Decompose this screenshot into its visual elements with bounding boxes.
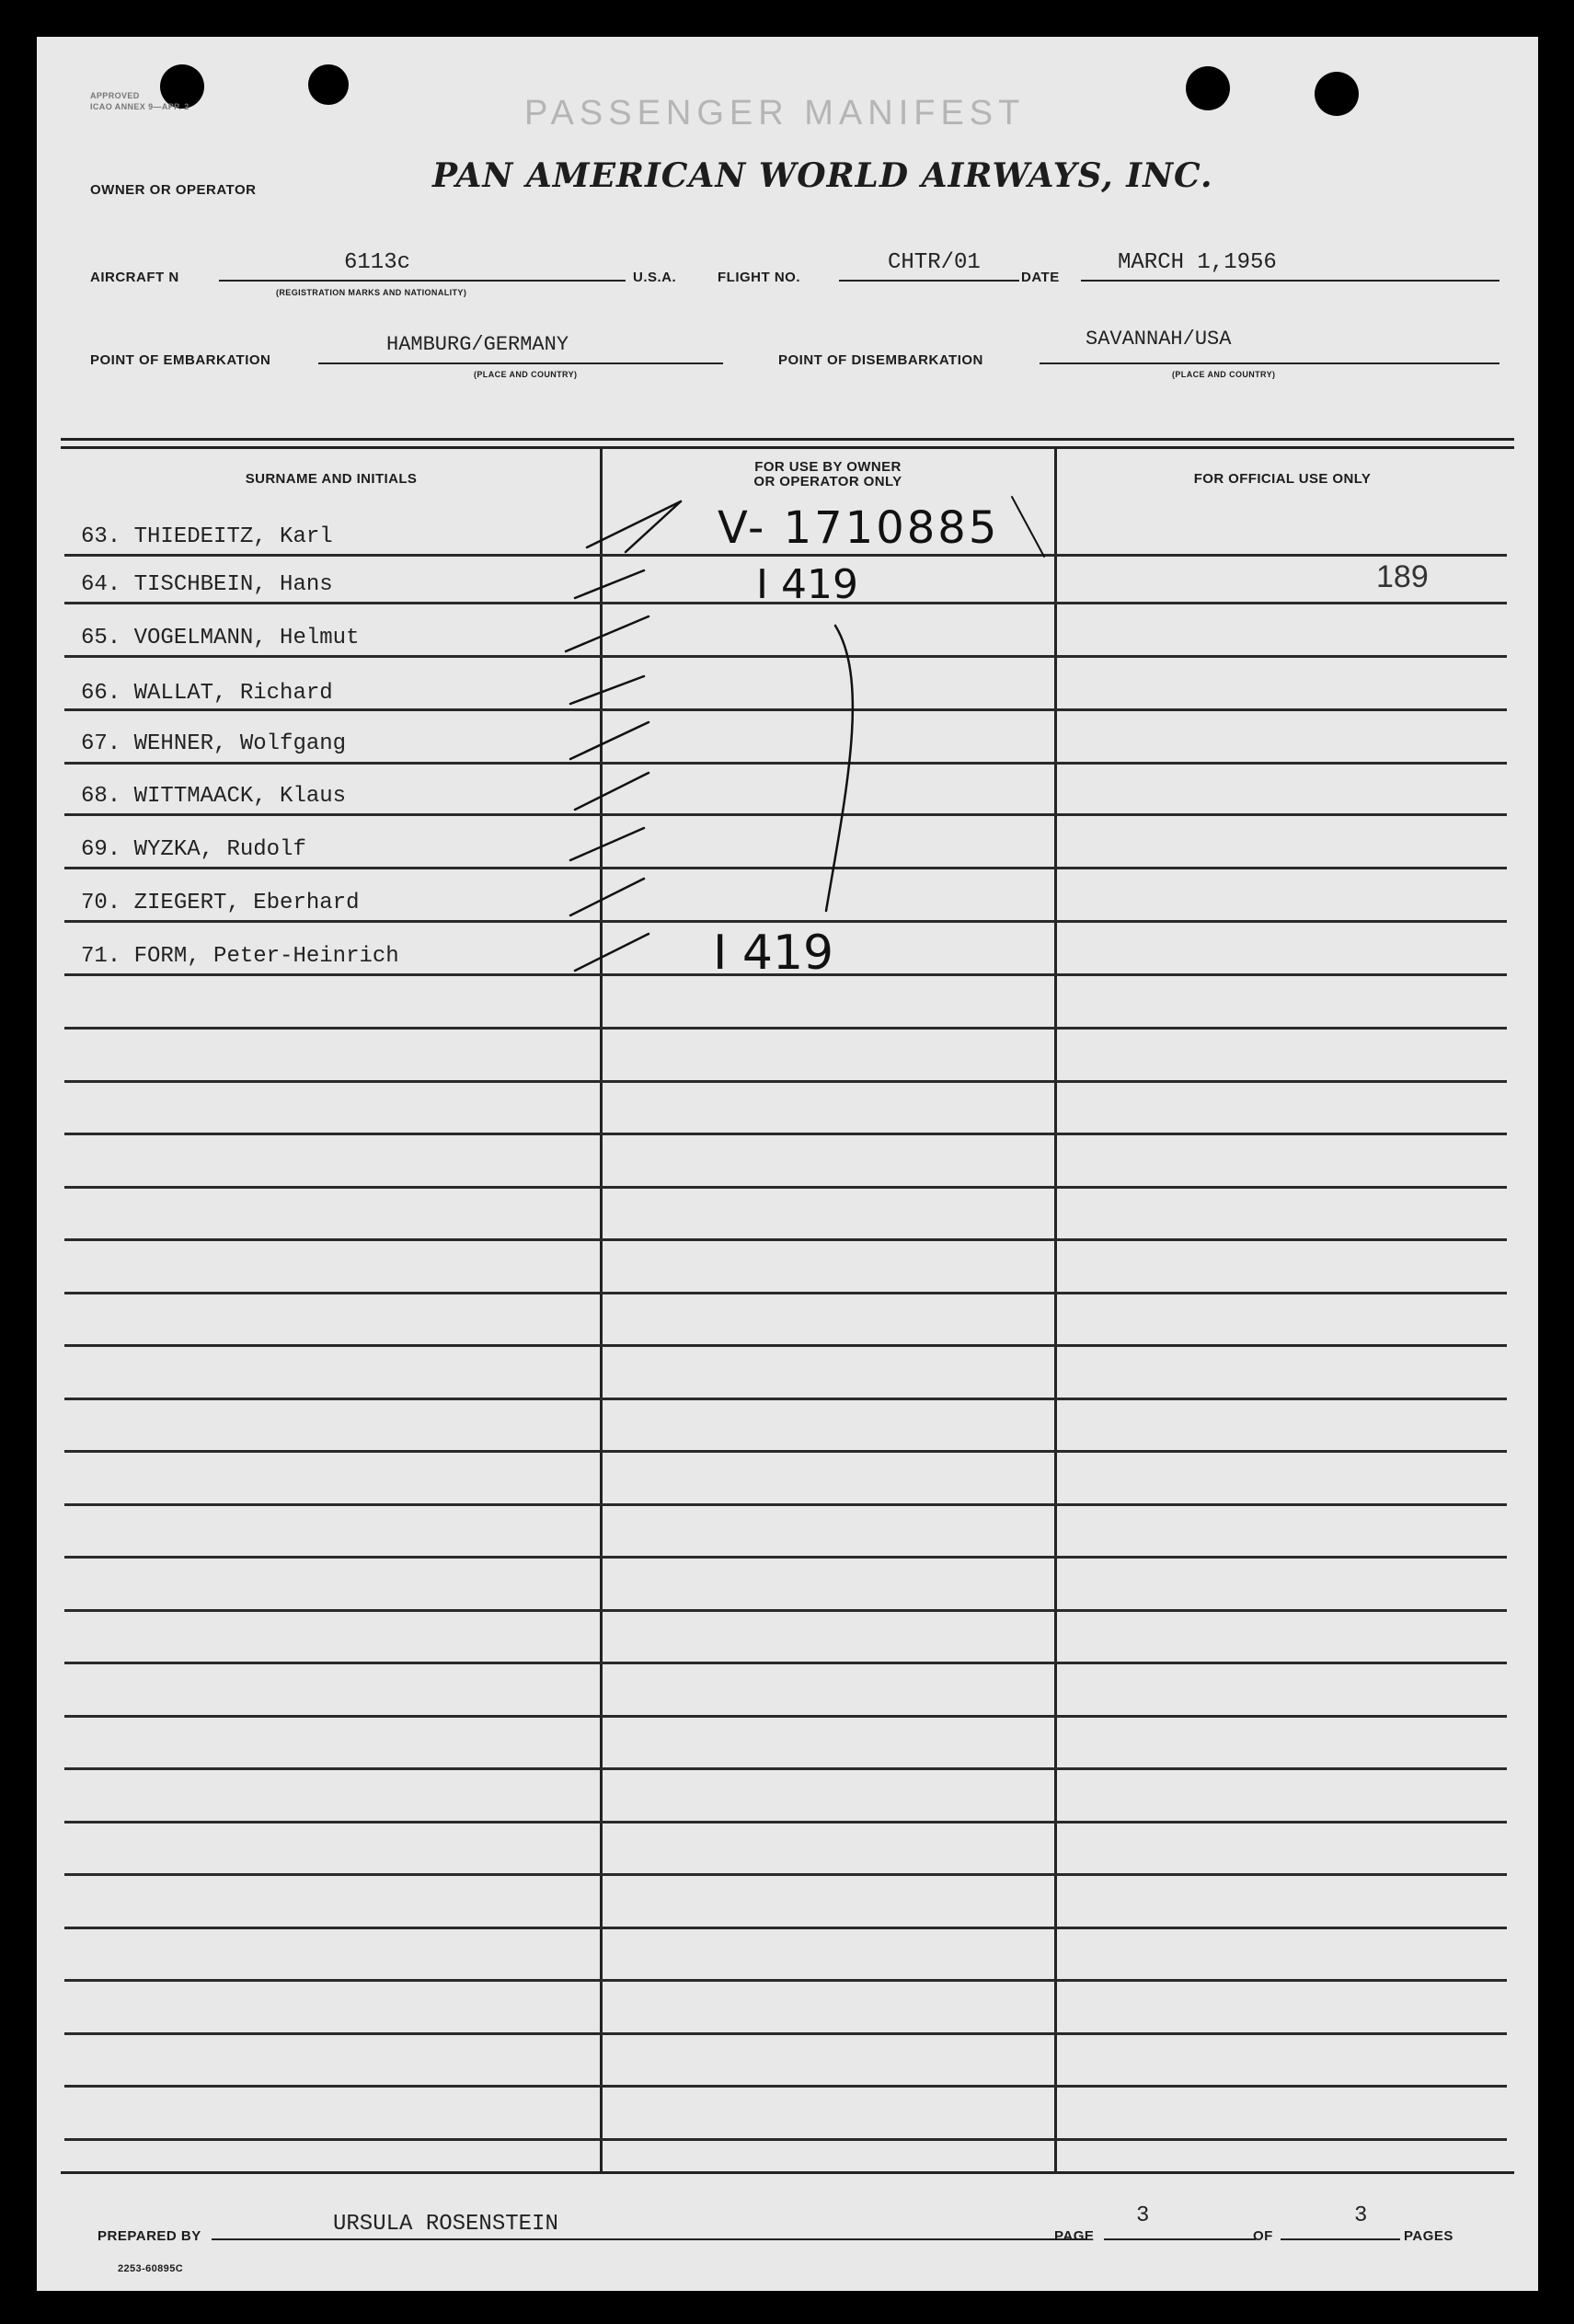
official-number: 189 [1376, 559, 1429, 594]
passenger-name: THIEDEITZ, Karl [133, 524, 333, 549]
row-rule [64, 1503, 1507, 1506]
page-value: 3 [1136, 2203, 1150, 2228]
row-rule [64, 1133, 1507, 1135]
row-rule [64, 1979, 1507, 1982]
passenger-name: WALLAT, Richard [133, 681, 333, 706]
company-name: PAN AMERICAN WORLD AIRWAYS, INC. [432, 156, 1213, 195]
approval-line: APPROVED [90, 91, 140, 100]
ditto-line [826, 626, 853, 911]
column-header-official: FOR OFFICIAL USE ONLY [1193, 471, 1372, 487]
prepared-value: URSULA ROSENSTEIN [333, 2212, 558, 2237]
embark-value: HAMBURG/GERMANY [386, 333, 569, 356]
disembark-note: (PLACE AND COUNTRY) [1172, 370, 1276, 379]
owner-label: OWNER OR OPERATOR [90, 182, 257, 198]
passenger-name: TISCHBEIN, Hans [133, 572, 333, 597]
row-rule [64, 2032, 1507, 2035]
prepared-label: PREPARED BY [98, 2228, 201, 2244]
embark-label: POINT OF EMBARKATION [90, 352, 271, 368]
tick-mark [570, 879, 644, 915]
row-rule [64, 1767, 1507, 1770]
column-header-owner-line: OR OPERATOR ONLY [753, 474, 902, 489]
passenger-row: 68. WITTMAACK, Klaus [81, 784, 347, 809]
row-rule [64, 1715, 1507, 1718]
passenger-row: 69. WYZKA, Rudolf [81, 837, 306, 862]
passenger-row: 64. TISCHBEIN, Hans [81, 572, 333, 597]
passenger-row: 66. WALLAT, Richard [81, 681, 333, 706]
passenger-row: 63. THIEDEITZ, Karl [81, 524, 333, 549]
passenger-name: WITTMAACK, Klaus [133, 784, 347, 809]
of-label: OF [1253, 2228, 1273, 2244]
passenger-name: FORM, Peter-Heinrich [133, 944, 399, 969]
passenger-name: WYZKA, Rudolf [133, 837, 306, 862]
row-rule [64, 1609, 1507, 1612]
row-rule [64, 1821, 1507, 1824]
form-number: 2253-60895C [118, 2263, 184, 2274]
row-rule [64, 1186, 1507, 1189]
disembark-label: POINT OF DISEMBARKATION [778, 352, 983, 368]
row-rule [64, 1450, 1507, 1453]
of-value: 3 [1354, 2203, 1368, 2228]
passenger-row: 71. FORM, Peter-Heinrich [81, 944, 399, 969]
flight-value: CHTR/01 [888, 250, 981, 275]
row-rule [64, 1080, 1507, 1083]
disembark-value: SAVANNAH/USA [1086, 328, 1232, 351]
handwritten-code-row64: I 419 [756, 561, 858, 608]
date-label: DATE [1021, 270, 1060, 285]
tick-mark [575, 934, 649, 971]
tick-mark [587, 501, 681, 547]
handwritten-visa-number: V- 1710885 [718, 502, 1000, 554]
date-value: MARCH 1,1956 [1118, 250, 1277, 275]
tick-mark [570, 722, 649, 759]
column-header-owner-line: FOR USE BY OWNER [754, 459, 902, 475]
passenger-row: 67. WEHNER, Wolfgang [81, 731, 347, 756]
manifest-sheet [37, 37, 1538, 2291]
passenger-row: 70. ZIEGERT, Eberhard [81, 891, 360, 915]
handwritten-code-row71: I 419 [713, 926, 834, 981]
row-rule [64, 1398, 1507, 1400]
approval-line: ICAO ANNEX 9—APP. 2 [90, 102, 190, 111]
tick-mark [566, 616, 649, 651]
row-rule [64, 1292, 1507, 1294]
tick-mark [570, 828, 644, 860]
passenger-row: 65. VOGELMANN, Helmut [81, 626, 360, 650]
form-title: PASSENGER MANIFEST [524, 94, 1026, 132]
embark-note: (PLACE AND COUNTRY) [474, 370, 578, 379]
flight-label: FLIGHT NO. [718, 270, 800, 285]
passenger-name: WEHNER, Wolfgang [133, 731, 347, 756]
page-label: PAGE [1054, 2228, 1095, 2244]
usa-label: U.S.A. [633, 270, 677, 285]
passenger-name: ZIEGERT, Eberhard [133, 891, 360, 915]
aircraft-value: 6113c [344, 250, 411, 275]
row-rule [64, 2138, 1507, 2141]
passenger-name: VOGELMANN, Helmut [133, 626, 360, 650]
tick-mark [570, 676, 644, 704]
row-rule [64, 1556, 1507, 1559]
row-rule [64, 1238, 1507, 1241]
tick-mark [575, 570, 644, 598]
pages-label: PAGES [1404, 2228, 1453, 2244]
tick-mark [626, 501, 681, 552]
registration-note: (REGISTRATION MARKS AND NATIONALITY) [276, 288, 467, 297]
row-rule [64, 1662, 1507, 1664]
column-header-surname: SURNAME AND INITIALS [245, 471, 418, 487]
row-rule [64, 1344, 1507, 1347]
aircraft-label: AIRCRAFT N [90, 270, 179, 285]
row-rule [64, 1927, 1507, 1929]
tick-mark [575, 773, 649, 810]
row-rule [64, 2085, 1507, 2088]
row-rule [64, 1873, 1507, 1876]
